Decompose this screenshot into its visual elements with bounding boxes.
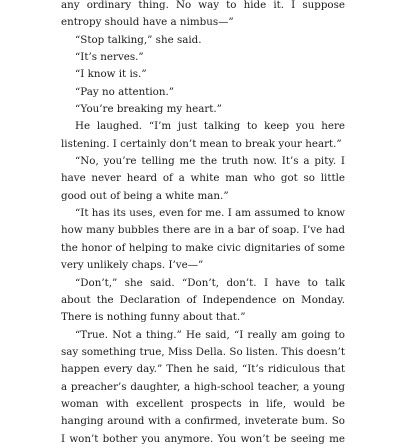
paragraph: “No, you’re telling me the truth now. It’s a pity. I have never heard of a white man who got so little good out of being a white man.”: [61, 155, 345, 202]
paragraph: “Stop talking,” she said.: [75, 33, 202, 46]
paragraph: “I know it is.”: [75, 68, 147, 81]
paragraph: “True. Not a thing.” He said, “I really am going to say something true, Miss Della. So listen. This doesn’t happen every day.” Then he said, “It’s ridiculous that a preacher’s daughter, a high-school teacher, a young woman with excellent prospects in life, would be hanging around with a confirmed, inveterate bum. So I won’t bother you anymore. You won’t be seeing me: [61, 328, 345, 445]
paragraph: “Don’t,” she said. “Don’t, don’t. I have to talk about the Declaration of Independence on Monday. There is nothing funny about that.”: [61, 276, 345, 324]
paragraph: “It has its uses, even for me. I am assumed to know how many bubbles there are in a bar of soap. I’ve had the honor of helping to make civic dignitaries of some very unlikely chaps. I’ve—”: [61, 207, 345, 272]
paragraph: “It’s nerves.”: [75, 51, 144, 64]
body-text: [61, 0, 345, 448]
paragraph: He laughed. “I’m just talking to keep you here listening. I certainly don’t mean to break your heart.”: [61, 120, 345, 150]
paragraph: “You’re breaking my heart.”: [75, 103, 222, 116]
paragraph: “Pay no attention.”: [75, 85, 175, 98]
paragraph: any ordinary thing. No way to hide it. I suppose entropy should have a nimbus—”: [61, 0, 345, 29]
